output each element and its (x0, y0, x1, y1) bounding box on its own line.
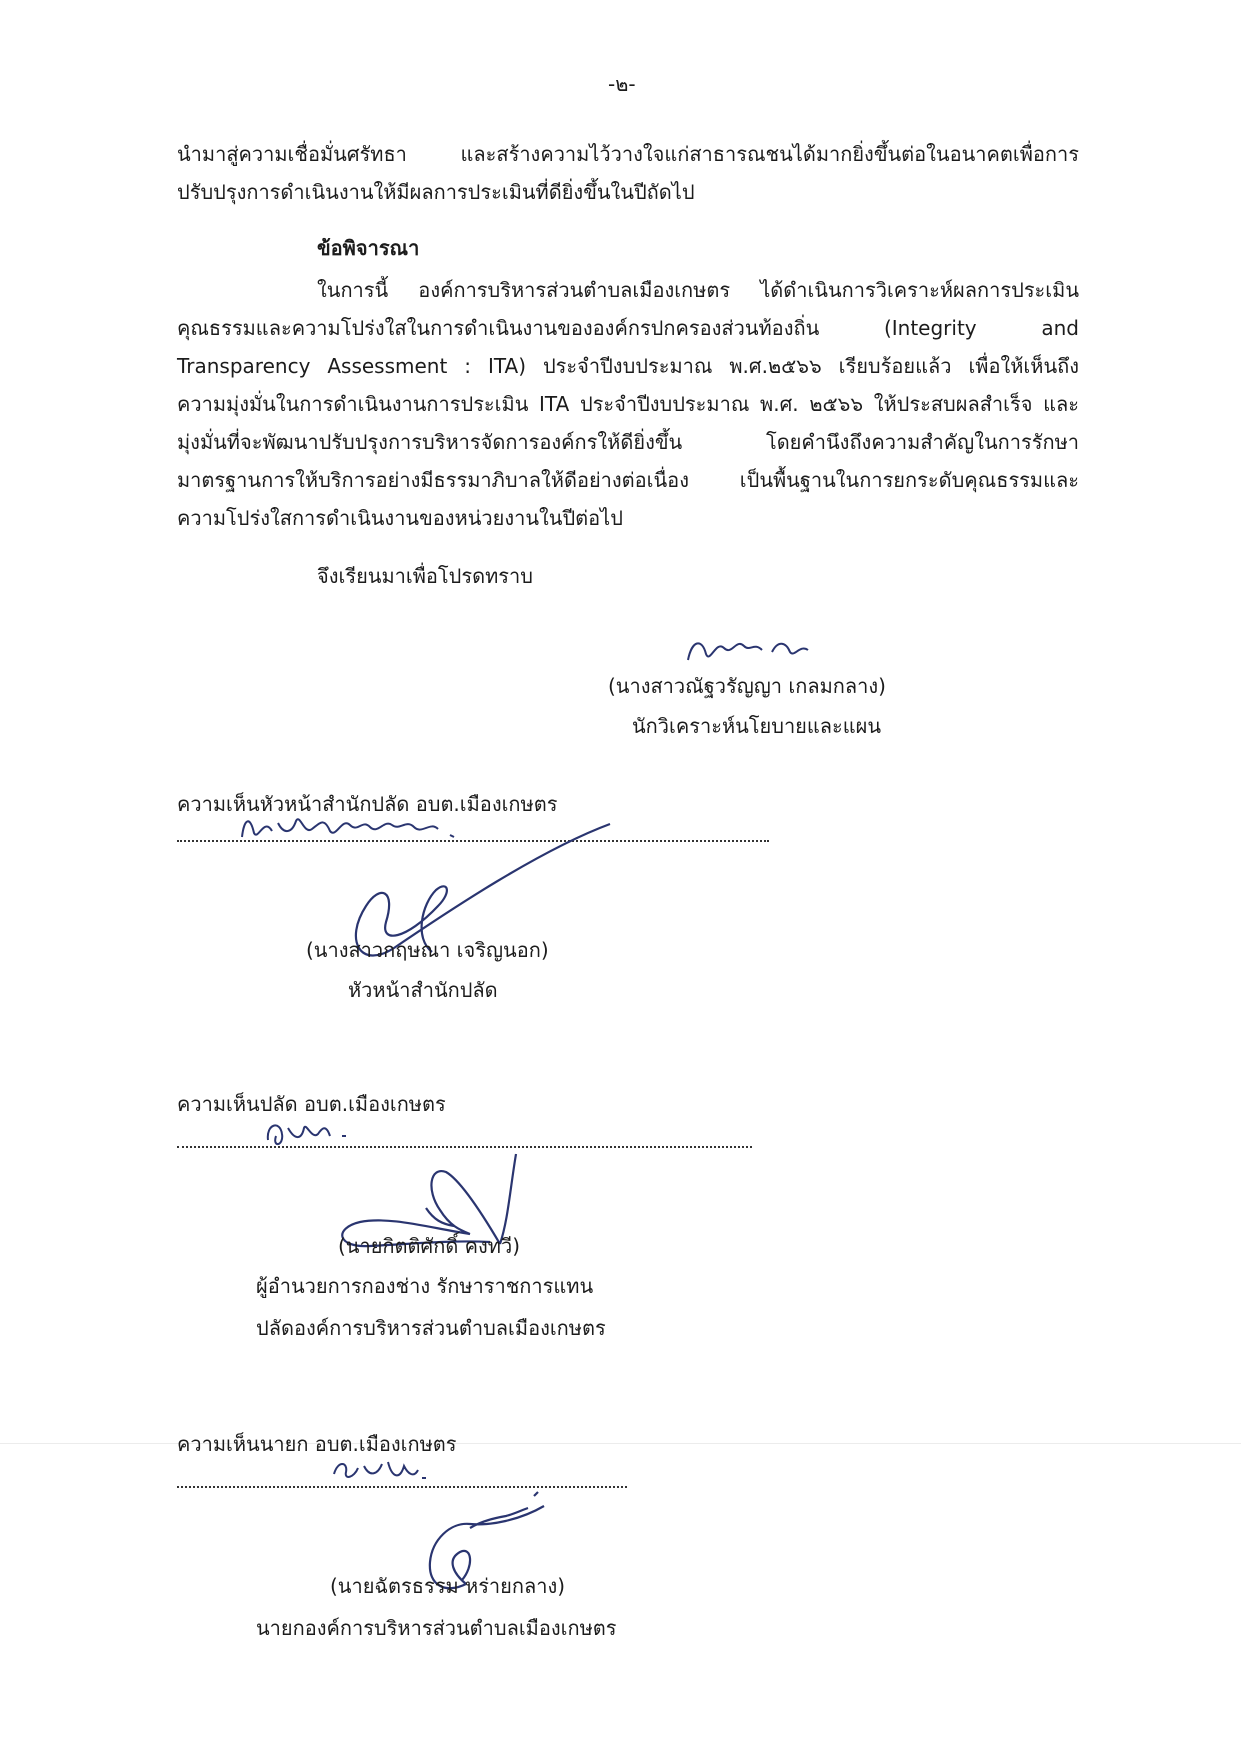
consideration-heading: ข้อพิจารณา (317, 236, 420, 260)
page-number: -๒- (608, 72, 636, 96)
consideration-line-1: ในการนี้ องค์การบริหารส่วนตำบลเมืองเกษตร ได้ดำเนินการวิเคราะห์ผลการประเมิน (317, 278, 1079, 302)
consideration-line-6: มาตรฐานการให้บริการอย่างมีธรรมาภิบาลให้ดีอย่างต่อเนื่อง เป็นพื้นฐานในการยกระดับคุณธรรมและ (177, 468, 1079, 492)
consideration-line-5: มุ่งมั่นที่จะพัฒนาปรับปรุงการบริหารจัดการองค์กรให้ดียิ่งขึ้น โดยคำนึงถึงความสำคัญในการรักษา (177, 430, 1079, 454)
opinion2-name: (นายกิตติศักดิ์ คงทวี) (338, 1234, 521, 1258)
consideration-line-3: Transparency Assessment : ITA) ประจำปีงบประมาณ พ.ศ.๒๕๖๖ เรียบร้อยแล้ว เพื่อให้เห็นถึง (177, 354, 1079, 378)
consideration-line-7: ความโปร่งใสการดำเนินงานของหน่วยงานในปีต่อไป (177, 506, 623, 530)
intro-line-1: นำมาสู่ความเชื่อมั่นศรัทธา และสร้างความไว้วางใจแก่สาธารณชนได้มากยิ่งขึ้นต่อในอนาคตเพื่อการ (177, 142, 1079, 166)
opinion1-name: (นางสาวกฤษณา เจริญนอก) (306, 938, 549, 962)
consideration-line-2: คุณธรรมและความโปร่งใสในการดำเนินงานขององค์กรปกครองส่วนท้องถิ่น (Integrity and (177, 316, 1079, 340)
signature-signer1 (680, 630, 820, 670)
opinion1-label: ความเห็นหัวหน้าสำนักปลัด อบต.เมืองเกษตร (177, 792, 558, 816)
opinion3-name: (นายฉัตรธรรม หร่ายกลาง) (330, 1574, 566, 1598)
opinion3-label: ความเห็นนายก อบต.เมืองเกษตร (177, 1432, 457, 1456)
closing-text: จึงเรียนมาเพื่อโปรดทราบ (317, 564, 533, 588)
signer1-position: นักวิเคราะห์นโยบายและแผน (632, 714, 882, 738)
consideration-line-4: ความมุ่งมั่นในการดำเนินงานการประเมิน ITA ประจำปีงบประมาณ พ.ศ. ๒๕๖๖ ให้ประสบผลสำเร็จ และ (177, 392, 1079, 416)
opinion3-handwriting (330, 1452, 430, 1488)
opinion2-handwriting (262, 1114, 352, 1150)
opinion3-position: นายกองค์การบริหารส่วนตำบลเมืองเกษตร (256, 1616, 617, 1640)
signer1-name: (นางสาวณัฐวรัญญา เกลมกลาง) (608, 674, 886, 698)
opinion1-position: หัวหน้าสำนักปลัด (348, 978, 498, 1002)
intro-line-2: ปรับปรุงการดำเนินงานให้มีผลการประเมินที่ดียิ่งขึ้นในปีถัดไป (177, 180, 695, 204)
opinion2-label: ความเห็นปลัด อบต.เมืองเกษตร (177, 1092, 446, 1116)
opinion2-position-line1: ผู้อำนวยการกองช่าง รักษาราชการแทน (256, 1274, 594, 1298)
opinion2-position-line2: ปลัดองค์การบริหารส่วนตำบลเมืองเกษตร (256, 1316, 606, 1340)
